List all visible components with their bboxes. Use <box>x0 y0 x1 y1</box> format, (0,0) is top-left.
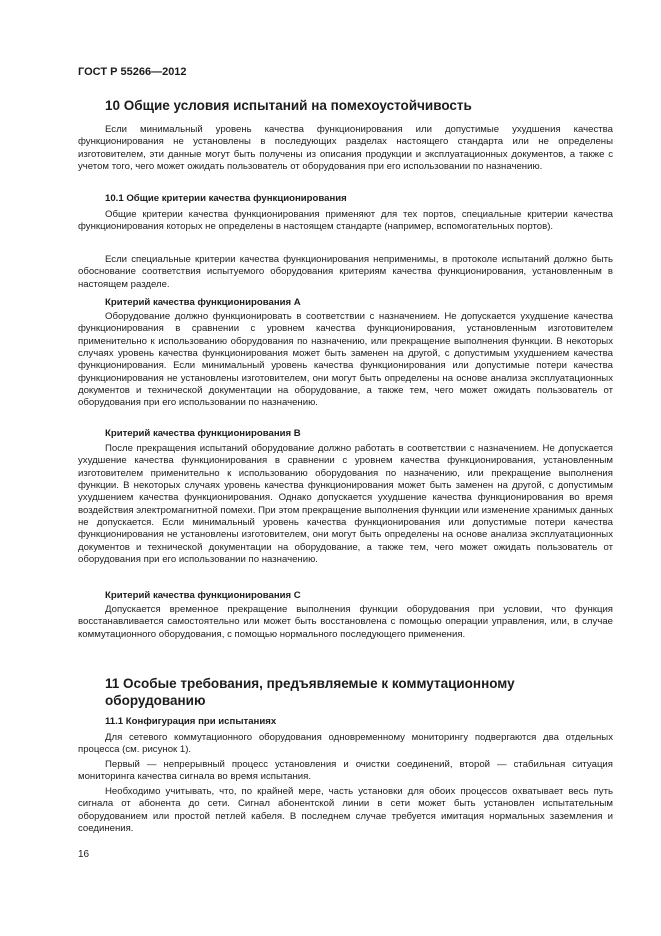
criterion-b-text: После прекращения испытаний оборудование должно работать в соответствии с назначением. Не допускается ухудшение качества функционирования в сравнении с уровнем качества функционирования, установленным изготовителем применительно к использованию оборудования по назначению, или прекращение выполнения функции. В некоторых случаях уровень качества функционирования может быть заменен на другой, с допустимым ухудшением качества функционирования. Однако допускается ухудшение качества функционирования во время воздействия электромагнитной помехи. При этом прекращение выполнения функции или изменение хранимых данных не допускается. Если минимальный уровень качества функционирования или допустимые потери качества функционирования не установлены изготовителем, они могут быть определены на основе анализа эксплуатационных документов и технической документации на оборудование, а также тем, чего может ожидать пользователь от оборудования при его использовании по назначению. <box>78 443 613 566</box>
section-11-paragraph-1: Для сетевого коммутационного оборудования одновременному мониторингу подвергаются два отдельных процесса (см. рисунок 1). <box>78 732 613 756</box>
subsection-11-1-title: 11.1 Конфигурация при испытаниях <box>105 716 277 727</box>
criterion-b-title: Критерий качества функционирования В <box>105 428 301 439</box>
criterion-c-text: Допускается временное прекращение выполнения функции оборудования при условии, что функция восстанавливается самостоятельно или может быть восстановлена с помощью операции управления, или, в случае коммутационного оборудования, с помощью нормального последующего применения. <box>78 604 613 640</box>
criterion-a-text: Оборудование должно функционировать в соответствии с назначением. Не допускается ухудшение качества функционирования в сравнении с уровнем качества функционирования, установленным изготовителем применительно к использованию оборудования по назначению, или прекращение выполнения функции. В некоторых случаях уровень качества функционирования может быть заменен на другой, с допустимым ухудшением качества функционирования. Если минимальный уровень качества функционирования или допустимые потери качества функционирования не установлены изготовителем, они могут быть определены на основе анализа эксплуатационных документов и технической документации на оборудование, а также тем, чего может ожидать пользователь от оборудования при его использовании по назначению. <box>78 311 613 409</box>
criterion-c-title: Критерий качества функционирования С <box>105 590 301 601</box>
section-10-intro: Если минимальный уровень качества функционирования или допустимые ухудшения качества функционирования не установлены в последующих разделах настоящего стандарта или не определены изготовителем, эти данные могут быть получены из описания продукции и эксплуатационных документов, а также с учетом того, чего может ожидать пользователь от оборудования при его использовании по назначению. <box>78 124 613 173</box>
subsection-10-1-title: 10.1 Общие критерии качества функционирования <box>105 193 347 204</box>
criterion-a-title: Критерий качества функционирования А <box>105 297 301 308</box>
section-11-title: 11 Особые требования, предъявляемые к коммутационному оборудованию <box>105 676 515 708</box>
section-11-paragraph-3: Необходимо учитывать, что, по крайней мере, часть установки для обоих процессов охватывает весь путь сигнала от абонента до сети. Сигнал абонентской линии в сети может быть установлен испытательным оборудованием или простой петлей кабеля. В последнем случае требуется имитация нормальных заземления и соединения. <box>78 786 613 835</box>
document-header: ГОСТ Р 55266—2012 <box>78 66 187 78</box>
section-11-paragraph-2: Первый — непрерывный процесс установления и очистки соединений, второй — стабильная ситуация мониторинга качества сигнала во время испытания. <box>78 759 613 783</box>
subsection-10-1-paragraph-1: Общие критерии качества функционирования применяют для тех портов, специальные критерии качества функционирования которых не определены в настоящем стандарте (например, вспомогательных портов). <box>78 209 613 233</box>
section-10-title: 10 Общие условия испытаний на помехоустойчивость <box>105 98 472 113</box>
page-number: 16 <box>78 849 90 860</box>
subsection-10-1-paragraph-2: Если специальные критерии качества функционирования неприменимы, в протоколе испытаний должно быть обоснование соответствия испытуемого оборудования критериям качества функционирования, установленным в настоящем разделе. <box>78 254 613 290</box>
